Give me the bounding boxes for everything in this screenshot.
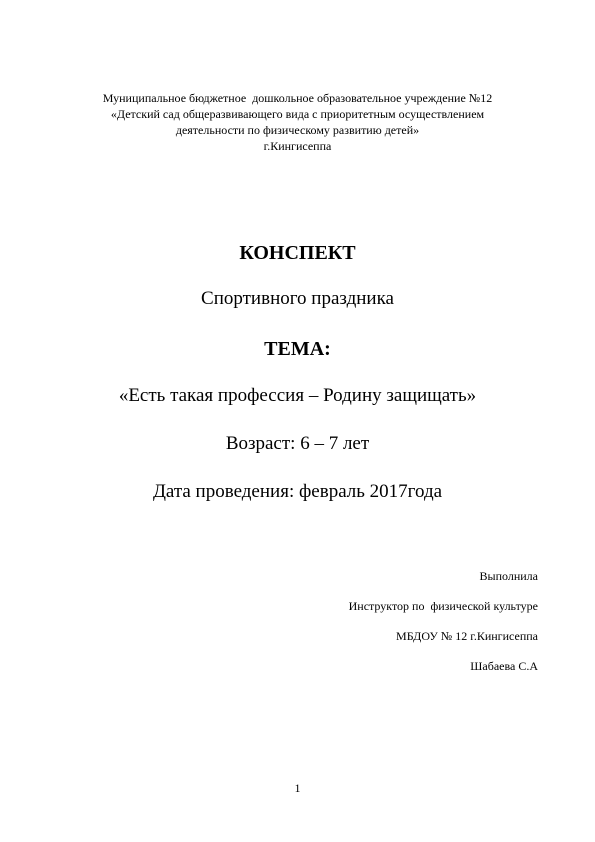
author-performed-by: Выполнила <box>479 569 538 583</box>
topic-text: «Есть такая профессия – Родину защищать» <box>118 385 477 406</box>
topic-label: ТЕМА: <box>264 338 331 360</box>
institution-kindergarten-line: «Детский сад общеразвивающего вида с приоритетным осуществлением <box>110 107 485 121</box>
author-name: Шабаева С.А <box>470 659 538 673</box>
document-subtitle: Спортивного праздника <box>201 288 394 309</box>
age-text: Возраст: 6 – 7 лет <box>225 433 370 454</box>
institution-header <box>0 90 595 154</box>
institution-name-line: Муниципальное бюджетное дошкольное образовательное учреждение №12 <box>102 91 493 105</box>
author-block <box>349 568 538 688</box>
institution-priority-line: деятельности по физическому развитию детей» <box>175 123 420 137</box>
author-position: Инструктор по физической культуре <box>348 599 538 613</box>
author-organization: МБДОУ № 12 г.Кингисеппа <box>396 629 538 643</box>
document-title: КОНСПЕКТ <box>239 242 356 264</box>
date-text: Дата проведения: февраль 2017года <box>152 481 443 502</box>
institution-city-line: г.Кингисеппа <box>263 139 332 153</box>
page-number: 1 <box>294 781 301 795</box>
